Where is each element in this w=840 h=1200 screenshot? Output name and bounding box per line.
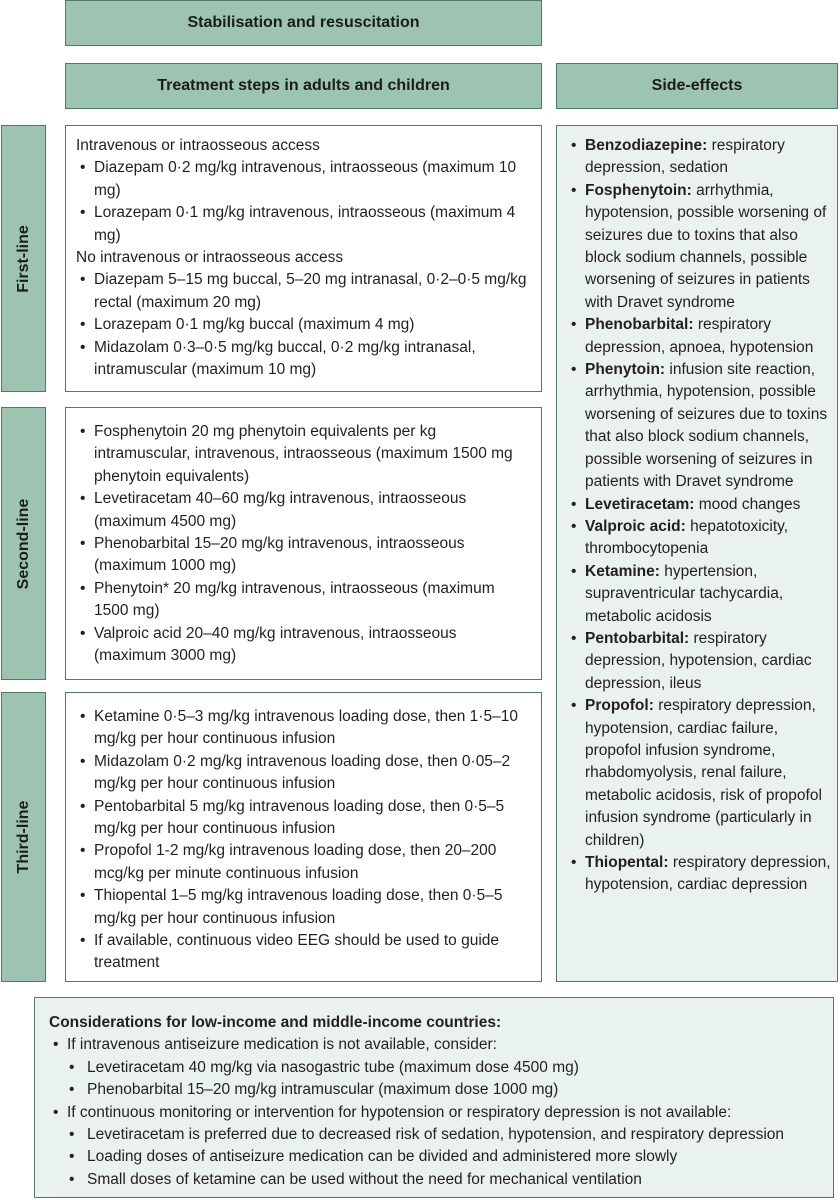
third-line-item: • Thiopental 1–5 mg/kg intravenous loading dose, then 0·5–5 mg/kg per hour continuous infusion bbox=[76, 885, 533, 930]
second-line-item: • Phenobarbital 15–20 mg/kg intravenous, intraosseous (maximum 1000 mg) bbox=[76, 533, 533, 578]
considerations-title: Considerations for low-income and middle-income countries: bbox=[49, 1014, 502, 1031]
second-line-item: • Levetiracetam 40–60 mg/kg intravenous, intraosseous (maximum 4500 mg) bbox=[76, 488, 533, 533]
third-line-treatment-box bbox=[65, 692, 542, 982]
first-line-label-box bbox=[1, 125, 46, 392]
side-effect-drug: Pentobarbital: bbox=[585, 629, 690, 647]
side-effect-text: respiratory depression, sedation bbox=[585, 137, 785, 177]
second-line-treatment-box bbox=[65, 407, 542, 680]
side-effect-item bbox=[567, 135, 831, 180]
first-line-treatment-box bbox=[65, 125, 542, 392]
side-effect-item bbox=[567, 695, 831, 852]
first-line-item: • Midazolam 0·3–0·5 mg/kg buccal, 0·2 mg/kg intranasal, intramuscular (maximum 10 mg) bbox=[76, 337, 533, 382]
side-effect-drug: Levetiracetam: bbox=[585, 495, 695, 513]
treatment-steps-header bbox=[65, 63, 542, 109]
side-effect-item bbox=[567, 516, 831, 561]
second-line-item: • Valproic acid 20–40 mg/kg intravenous, intraosseous (maximum 3000 mg) bbox=[76, 623, 533, 668]
side-effect-item bbox=[567, 561, 831, 628]
side-effect-item bbox=[567, 494, 831, 516]
third-line-label: Third-line bbox=[14, 800, 32, 874]
side-effect-text: respiratory depression, hypotension, cardiac depression bbox=[585, 854, 831, 894]
first-line-label: First-line bbox=[14, 224, 32, 293]
side-effect-text: hepatotoxicity, thrombocytopenia bbox=[585, 517, 789, 558]
consideration-subitem: • Small doses of ketamine can be used without the need for mechanical ventilation bbox=[49, 1169, 823, 1191]
stabilisation-header-label: Stabilisation and resuscitation bbox=[187, 14, 420, 31]
consideration-point: • If continuous monitoring or intervention for hypotension or respiratory depression is not available: bbox=[49, 1102, 823, 1124]
no-iv-access-heading: No intravenous or intraosseous access bbox=[76, 249, 344, 267]
third-line-item: • Ketamine 0·5–3 mg/kg intravenous loading dose, then 1·5–10 mg/kg per hour continuous infusion bbox=[76, 706, 533, 751]
side-effect-text: infusion site reaction, arrhythmia, hypotension, possible worsening of seizures due to toxins that also block sodium channels, possible worsening of seizures in patients with Dravet syndrome bbox=[585, 361, 828, 491]
third-line-item: • Pentobarbital 5 mg/kg intravenous loading dose, then 0·5–5 mg/kg per hour continuous infusion bbox=[76, 796, 533, 841]
side-effect-drug: Benzodiazepine: bbox=[585, 137, 708, 154]
second-line-label-box bbox=[1, 407, 46, 680]
first-line-item: • Lorazepam 0·1 mg/kg intravenous, intraosseous (maximum 4 mg) bbox=[76, 202, 533, 247]
consideration-subitem: • Loading doses of antiseizure medication can be divided and administered more slowly bbox=[49, 1146, 823, 1168]
side-effect-text: respiratory depression, hypotension, cardiac failure, propofol infusion syndrome, rhabdomyolysis, renal failure, metabolic acidosis, risk of propofol infusion syndrome (particularly in children) bbox=[585, 697, 822, 849]
side-effects-header-label: Side-effects bbox=[651, 77, 743, 94]
third-line-label-box bbox=[1, 692, 46, 982]
side-effect-item bbox=[567, 628, 831, 695]
side-effect-text: respiratory depression, hypotension, cardiac depression, ileus bbox=[585, 629, 812, 692]
side-effects-box bbox=[556, 125, 838, 982]
consideration-subitem: • Levetiracetam 40 mg/kg via nasogastric tube (maximum dose 4500 mg) bbox=[49, 1057, 823, 1079]
side-effect-text: mood changes bbox=[698, 495, 801, 513]
side-effect-text: respiratory depression, apnoea, hypotension bbox=[585, 316, 814, 356]
consideration-subitem: • Levetiracetam is preferred due to decreased risk of sedation, hypotension, and respiratory depression bbox=[49, 1124, 823, 1146]
side-effect-item bbox=[567, 314, 831, 359]
side-effect-item bbox=[567, 359, 831, 493]
second-line-label: Second-line bbox=[14, 498, 32, 589]
third-line-item: • Midazolam 0·2 mg/kg intravenous loading dose, then 0·05–2 mg/kg per hour continuous infusion bbox=[76, 751, 533, 796]
second-line-item: • Phenytoin* 20 mg/kg intravenous, intraosseous (maximum 1500 mg) bbox=[76, 578, 533, 623]
second-line-item: • Fosphenytoin 20 mg phenytoin equivalents per kg intramuscular, intravenous, intraosseous (maximum 1500 mg phenytoin equivalents) bbox=[76, 421, 533, 488]
stabilisation-header bbox=[65, 0, 542, 46]
side-effect-text: hypertension, supraventricular tachycardia, metabolic acidosis bbox=[585, 562, 784, 625]
side-effect-drug: Thiopental: bbox=[585, 854, 669, 871]
third-line-item: • Propofol 1-2 mg/kg intravenous loading dose, then 20–200 mcg/kg per minute continuous infusion bbox=[76, 840, 533, 885]
side-effect-drug: Valproic acid: bbox=[585, 517, 686, 535]
first-line-item: • Diazepam 5–15 mg buccal, 5–20 mg intranasal, 0·2–0·5 mg/kg rectal (maximum 20 mg) bbox=[76, 269, 533, 314]
considerations-box bbox=[34, 997, 834, 1198]
side-effect-item bbox=[567, 180, 831, 314]
side-effect-text: arrhythmia, hypotension, possible worsening of seizures due to toxins that also block sodium channels, possible worsening of seizures in patients with Dravet syndrome bbox=[585, 181, 827, 311]
consideration-point: • If intravenous antiseizure medication is not available, consider: bbox=[49, 1034, 823, 1056]
side-effect-drug: Propofol: bbox=[585, 697, 654, 715]
side-effect-drug: Ketamine: bbox=[585, 562, 660, 580]
side-effect-item bbox=[567, 852, 831, 897]
consideration-subitem: • Phenobarbital 15–20 mg/kg intramuscular (maximum dose 1000 mg) bbox=[49, 1079, 823, 1101]
side-effect-drug: Phenytoin: bbox=[585, 361, 666, 379]
treatment-steps-header-label: Treatment steps in adults and children bbox=[157, 77, 450, 94]
first-line-item: • Lorazepam 0·1 mg/kg buccal (maximum 4 mg) bbox=[76, 314, 533, 336]
first-line-item: • Diazepam 0·2 mg/kg intravenous, intraosseous (maximum 10 mg) bbox=[76, 157, 533, 202]
iv-access-heading: Intravenous or intraosseous access bbox=[76, 137, 320, 154]
third-line-item: • If available, continuous video EEG should be used to guide treatment bbox=[76, 930, 533, 975]
side-effect-drug: Phenobarbital: bbox=[585, 316, 694, 334]
side-effect-drug: Fosphenytoin: bbox=[585, 181, 692, 199]
side-effects-header bbox=[556, 63, 838, 109]
